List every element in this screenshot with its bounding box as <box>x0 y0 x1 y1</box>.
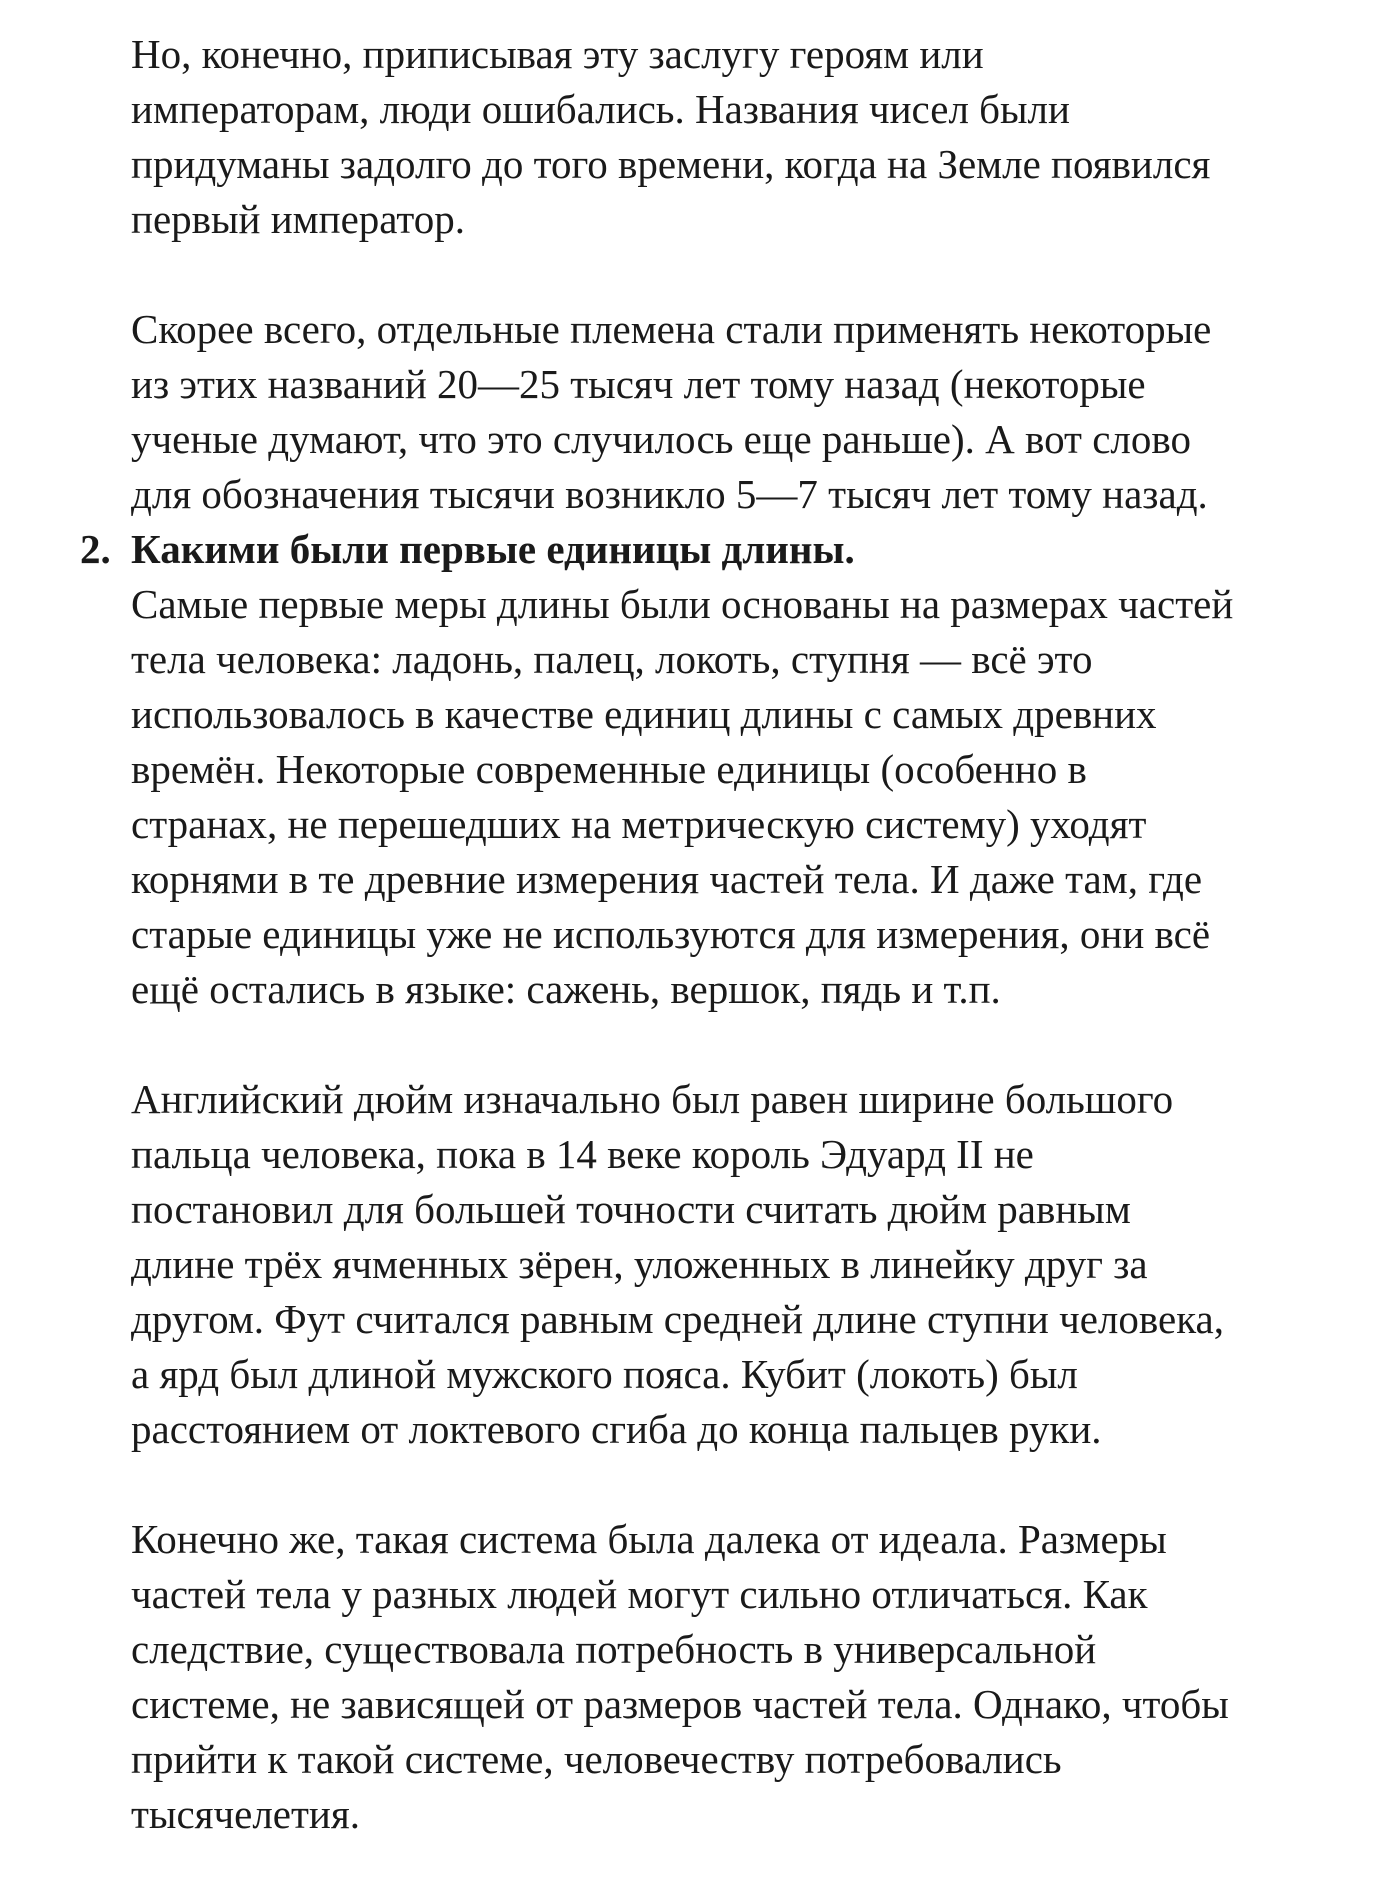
paragraph-2 <box>131 302 1361 522</box>
text-line: корнями в те древние измерения частей тела. И даже там, где <box>131 856 1203 902</box>
text-line: первый император. <box>131 196 466 242</box>
text-line: придуманы задолго до того времени, когда на Земле появился <box>131 141 1211 187</box>
text-line: расстоянием от локтевого сгиба до конца пальцев руки. <box>131 1406 1102 1452</box>
text-line: пальца человека, пока в 14 веке король Эдуард II не <box>131 1131 1034 1177</box>
text-line: ученые думают, что это случилось еще раньше). А вот слово <box>131 416 1191 462</box>
text-line: частей тела у разных людей могут сильно отличаться. Как <box>131 1571 1148 1617</box>
text-line: тысячелетия. <box>131 1791 360 1837</box>
text-line: для обозначения тысячи возникло 5—7 тысяч лет тому назад. <box>131 471 1208 517</box>
text-line: а ярд был длиной мужского пояса. Кубит (локоть) был <box>131 1351 1078 1397</box>
text-line: системе, не зависящей от размеров частей тела. Однако, чтобы <box>131 1681 1229 1727</box>
text-line: ещё остались в языке: сажень, вершок, пядь и т.п. <box>131 966 1001 1012</box>
text-line: другом. Фут считался равным средней длине ступни человека, <box>131 1296 1224 1342</box>
text-line: тела человека: ладонь, палец, локоть, ступня — всё это <box>131 636 1093 682</box>
text-line: следствие, существовала потребность в универсальной <box>131 1626 1097 1672</box>
text-line: странах, не перешедших на метрическую систему) уходят <box>131 801 1147 847</box>
paragraph-3 <box>131 577 1361 1017</box>
paragraph-4 <box>131 1072 1361 1457</box>
text-line: Конечно же, такая система была далека от идеала. Размеры <box>131 1516 1167 1562</box>
text-line: времён. Некоторые современные единицы (особенно в <box>131 746 1087 792</box>
list-number: 2. <box>80 526 111 572</box>
paragraph-5 <box>131 1512 1361 1842</box>
text-line: Скорее всего, отдельные племена стали применять некоторые <box>131 306 1212 352</box>
text-line: прийти к такой системе, человечеству потребовались <box>131 1736 1062 1782</box>
paragraph-1 <box>131 27 1361 247</box>
text-line: Самые первые меры длины были основаны на размерах частей <box>131 581 1234 627</box>
section-heading <box>80 522 855 577</box>
text-line: Английский дюйм изначально был равен ширине большого <box>131 1076 1174 1122</box>
text-line: Но, конечно, приписывая эту заслугу героям или <box>131 31 984 77</box>
text-line: постановил для большей точности считать дюйм равным <box>131 1186 1131 1232</box>
text-line: из этих названий 20—25 тысяч лет тому назад (некоторые <box>131 361 1146 407</box>
text-line: использовалось в качестве единиц длины с самых древних <box>131 691 1157 737</box>
text-line: старые единицы уже не используются для измерения, они всё <box>131 911 1211 957</box>
text-line: императорам, люди ошибались. Названия чисел были <box>131 86 1070 132</box>
text-line: длине трёх ячменных зёрен, уложенных в линейку друг за <box>131 1241 1148 1287</box>
heading-text: Какими были первые единицы длины. <box>131 526 855 572</box>
